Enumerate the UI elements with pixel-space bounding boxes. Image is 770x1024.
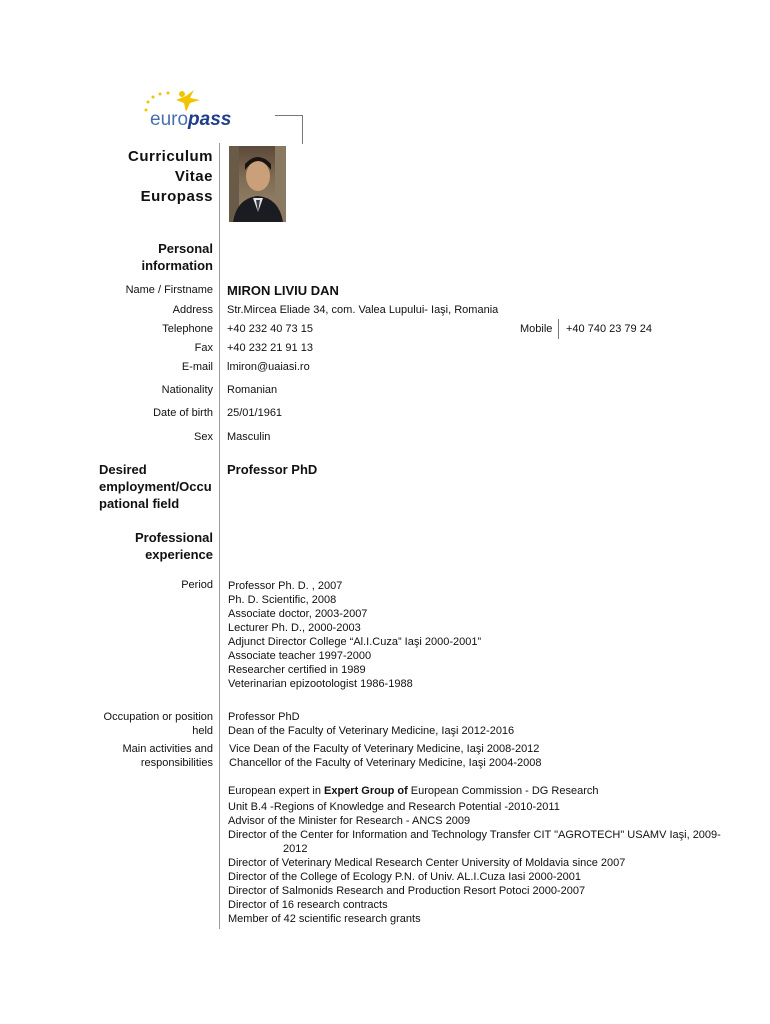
occupation-line: Professor PhD xyxy=(228,711,300,723)
section-desired-heading: Desired employment/Occu pational field xyxy=(99,462,212,511)
responsibility-line: Director of the Center for Information and Technology Transfer CIT "AGROTECH" USAMV Iaşi, 2009- xyxy=(228,829,721,841)
telephone-value: +40 232 40 73 15 xyxy=(227,323,313,335)
period-line: Associate teacher 1997-2000 xyxy=(228,650,372,662)
fax-value: +40 232 21 91 13 xyxy=(227,342,313,354)
section-experience-heading: Professional experience xyxy=(134,530,213,562)
activities-label: Main activities and responsibilities xyxy=(122,743,213,769)
responsibility-line: Advisor of the Minister for Research - ANCS 2009 xyxy=(228,815,471,827)
responsibility-line: Unit B.4 -Regions of Knowledge and Research Potential -2010-2011 xyxy=(228,801,560,813)
name-label: Name / Firstname xyxy=(125,284,213,296)
period-list xyxy=(228,579,481,691)
responsibility-line: Director of 16 research contracts xyxy=(228,899,388,911)
corner-mark xyxy=(275,115,303,144)
column-divider xyxy=(219,143,220,929)
occupation-line: Dean of the Faculty of Veterinary Medicine, Iaşi 2012-2016 xyxy=(228,725,515,737)
occupation-list xyxy=(228,710,514,738)
mobile-divider xyxy=(558,319,559,339)
mobile-value: +40 740 23 79 24 xyxy=(566,323,652,335)
dob-label: Date of birth xyxy=(153,407,213,419)
telephone-label: Telephone xyxy=(162,323,213,335)
email-label: E-mail xyxy=(181,361,213,373)
occupation-label: Occupation or position held xyxy=(103,711,213,737)
responsibilities-list xyxy=(228,800,721,926)
address-value: Str.Mircea Eliade 34, com. Valea Lupului- Iaşi, Romania xyxy=(227,304,499,316)
period-line: Lecturer Ph. D., 2000-2003 xyxy=(228,622,361,634)
expert-line: European expert in Expert Group of European Commission - DG Research xyxy=(228,785,599,797)
period-line: Professor Ph. D. , 2007 xyxy=(228,580,343,592)
nationality-label: Nationality xyxy=(161,384,213,396)
fax-label: Fax xyxy=(194,342,213,354)
activity-line: Vice Dean of the Faculty of Veterinary Medicine, Iaşi 2008-2012 xyxy=(229,743,540,755)
logo-text-pass: pass xyxy=(188,109,232,130)
cv-title: Curriculum Vitae Europass xyxy=(127,148,213,205)
email-value[interactable]: lmiron@uaiasi.ro xyxy=(227,361,310,373)
section-personal-heading: Personal information xyxy=(141,241,213,273)
period-label: Period xyxy=(181,579,213,591)
period-line: Associate doctor, 2003-2007 xyxy=(228,608,368,620)
period-line: Adjunct Director College “Al.I.Cuza” Iaşi 2000-2001” xyxy=(228,636,482,648)
period-line: Veterinarian epizootologist 1986-1988 xyxy=(228,678,413,690)
name-value: MIRON LIVIU DAN xyxy=(227,283,339,298)
desired-value: Professor PhD xyxy=(227,462,318,477)
responsibility-line: Director of the College of Ecology P.N. of Univ. AL.I.Cuza Iasi 2000-2001 xyxy=(228,871,582,883)
address-label: Address xyxy=(172,304,213,316)
responsibility-line: 2012 xyxy=(283,843,308,855)
activity-line: Chancellor of the Faculty of Veterinary Medicine, Iaşi 2004-2008 xyxy=(229,757,542,769)
profile-photo xyxy=(229,146,286,222)
mobile-label: Mobile xyxy=(520,323,553,335)
activities-list xyxy=(229,742,541,770)
period-line: Ph. D. Scientific, 2008 xyxy=(228,594,337,606)
responsibility-line: Member of 42 scientific research grants xyxy=(228,913,421,925)
sex-value: Masculin xyxy=(227,431,271,443)
logo-text-euro: euro xyxy=(150,109,189,130)
dob-value: 25/01/1961 xyxy=(227,407,283,419)
responsibility-line: Director of Veterinary Medical Research Center University of Moldavia since 2007 xyxy=(228,857,626,869)
responsibility-line: Director of Salmonids Research and Production Resort Potoci 2000-2007 xyxy=(228,885,586,897)
nationality-value: Romanian xyxy=(227,384,278,396)
sex-label: Sex xyxy=(194,431,213,443)
period-line: Researcher certified in 1989 xyxy=(228,664,366,676)
europass-logo xyxy=(138,88,233,136)
